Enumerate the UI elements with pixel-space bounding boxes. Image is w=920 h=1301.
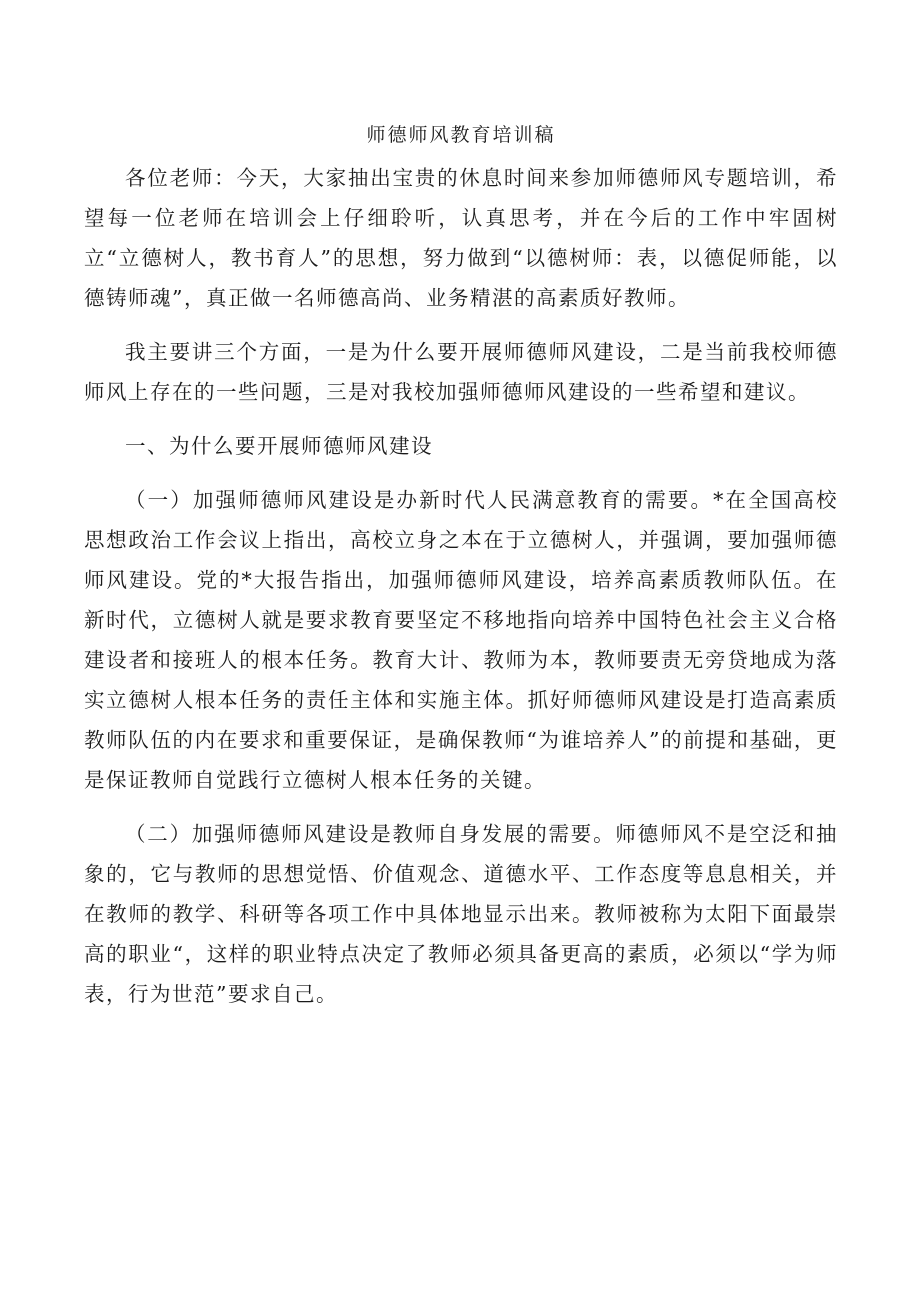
subsection-2: （二）加强师德师风建设是教师自身发展的需要。师德师风不是空泛和抽象的，它与教师的思想觉悟、价值观念、道德水平、工作态度等息息相关，并在教师的教学、科研等各项工作中具体地显示出来。教师被称为太阳下面最崇高的职业“，这样的职业特点决定了教师必须具备更高的素质，必须以“学为师表，行为世范”要求自己。 [84, 822, 838, 1006]
subsection-1: （一）加强师德师风建设是办新时代人民满意教育的需要。*在全国高校思想政治工作会议上指出，高校立身之本在于立德树人，并强调，要加强师德师风建设。党的*大报告指出，加强师德师风建设，培养高素质教师队伍。在新时代，立德树人就是要求教育要坚定不移地指向培养中国特色社会主义合格建设者和接班人的根本任务。教育大计、教师为本，教师要责无旁贷地成为落实立德树人根本任务的责任主体和实施主体。抓好师德师风建设是打造高素质教师队伍的内在要求和重要保证，是确保教师“为谁培养人”的前提和基础，更是保证教师自觉践行立德树人根本任务的关键。 [84, 488, 838, 792]
paragraph-overview: 我主要讲三个方面，一是为什么要开展师德师风建设，二是当前我校师德师风上存在的一些问题，三是对我校加强师德师风建设的一些希望和建议。 [84, 340, 838, 404]
document-page [84, 118, 838, 1028]
document-title: 师德师风教育培训稿 [366, 124, 556, 146]
section-heading-1: 一、为什么要开展师德师风建设 [125, 434, 433, 458]
paragraph-greeting: 各位老师：今天，大家抽出宝贵的休息时间来参加师德师风专题培训，希望每一位老师在培训会上仔细聆听，认真思考，并在今后的工作中牢固树立“立德树人，教书育人”的思想，努力做到“以德树师：表，以德促师能，以德铸师魂”，真正做一名师德高尚、业务精湛的高素质好教师。 [84, 166, 838, 310]
